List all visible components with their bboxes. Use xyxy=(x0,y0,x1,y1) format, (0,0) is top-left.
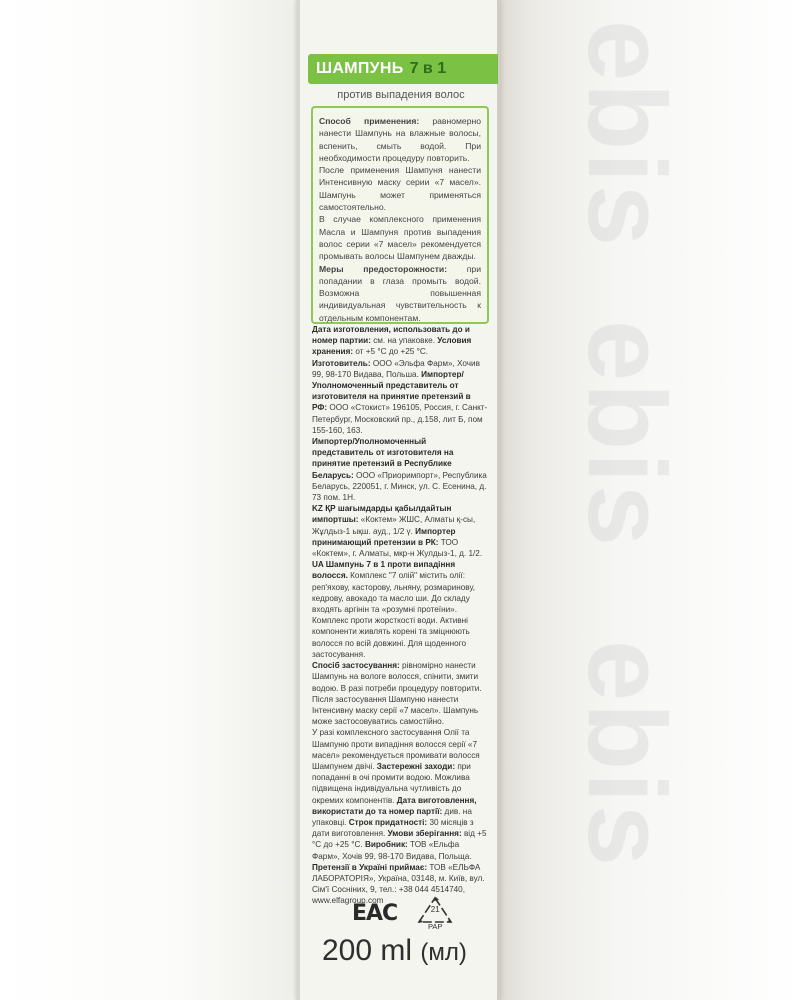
ua-description-paragraph: UA Шампунь 7 в 1 проти випадіння волосся. Комплекс "7 олій" містить олії: реп'яхову, касторову, льняну, розмаринову, кедрову, авокадо та масло ши. До складу входять аргінін та «розумні протеїни». Комплекс проти жорсткості води. Активні компоненти живлять корені та зміцнюють волосся по всій довжині. Для щоденного застосування. xyxy=(312,560,476,659)
volume-main: 200 ml xyxy=(322,934,413,967)
product-title-bar xyxy=(308,54,498,84)
product-subtitle: против выпадения волос xyxy=(337,89,465,101)
ua-usage-paragraph: Спосіб застосування: рівномірно нанести Шампунь на вологе волосся, спінити, змити водою. В разі потреби процедуру повторити. Після застосування Шампуню нанести Інтенсивну маску серії «7 масел». Шампунь може застосовуватись самостійно. xyxy=(312,661,482,727)
usage-paragraph: В случае комплексного применения Масла и Шампуня против выпадения волос серии «7 масел» рекомендуется промывать волосы Шампунем дважды. xyxy=(319,214,481,262)
manufacturer-paragraph: Изготовитель: ООО «Эльфа Фарм», Хочив 99, 98-170 Видава, Польша. Импортер/Уполномоченный представитель от изготовителя на принятие претензий в РФ: ООО «Стокист» 196105, Россия, г. Санкт-Петербург, Московский пр., д.158, лит Б, пом 155-160, 163. xyxy=(312,358,488,435)
belarus-importer-paragraph: Импортер/Уполномоченный представитель от изготовителя на принятие претензий в Республике Беларусь: ООО «Приоримпорт», Республика Беларусь, 220051, г. Минск, ул. С. Есенина, д. 73 пом. 1Н. xyxy=(312,437,487,503)
background-left xyxy=(0,0,300,1000)
product-title-accent: 7 в 1 xyxy=(409,60,447,77)
volume-alt: (мл) xyxy=(420,939,467,966)
usage-instructions-box xyxy=(311,106,489,324)
recycle-code: PAP xyxy=(427,922,443,931)
legal-info-text xyxy=(312,324,488,907)
watermark: ebis xyxy=(565,640,688,869)
eac-mark-icon: EAC xyxy=(352,900,398,926)
watermark: ebis xyxy=(565,320,688,549)
precautions-paragraph: Меры предосторожности: при попадании в глаза промыть водой. Возможна повышенная индивидуальная чувствительность к отдельным компонентам. xyxy=(319,263,481,323)
info-paragraph: Дата изготовления, использовать до и номер партии: см. на упаковке. Условия хранения: от +5 °С до +25 °С. xyxy=(312,325,472,357)
recycle-number: 21 xyxy=(430,905,440,914)
volume-label xyxy=(322,934,492,968)
product-title: ШАМПУНЬ xyxy=(316,60,404,77)
usage-label: Способ применения: xyxy=(319,116,420,126)
usage-instructions-text xyxy=(319,115,481,324)
panel-fold-right xyxy=(497,0,500,1000)
certification-marks xyxy=(352,896,472,930)
precautions-label: Меры предосторожности: xyxy=(319,263,448,274)
ua-info-paragraph: У разі комплексного застосування Олії та Шампуню проти випадіння волосся серії «7 масел» рекомендується промивати волосся Шампунем двічі. Застережні заходи: при попаданні в очі промити водою. Можлива підвищена індивідуальна чутливість до окремих компонентів. Дата виготовлення, використати до та номер партії: див. на упаковці. Строк придатності: 30 місяців з дати виготовлення. Умови зберігання: від +5 °С до +25 °С. Виробник: ТОВ «Ельфа Фарм», Хочів 99, 98-170 Видава, Польща. xyxy=(312,728,487,861)
usage-paragraph: Способ применения: равномерно нанести Шампунь на влажные волосы, вспенить, смыть водой. При необходимости процедуру повторить. xyxy=(319,116,481,163)
panel-fold-left xyxy=(297,0,300,1000)
usage-paragraph: После применения Шампуня нанести Интенсивную маску серии «7 масел». Шампунь может применяться самостоятельно. xyxy=(319,165,481,213)
recycle-icon xyxy=(415,896,455,930)
kz-importer-paragraph: KZ ҚР шағымдарды қабылдайтын импортшы: «Коктем» ЖШС, Алматы қ-сы, Жұлдыз-1 ықш. ауд., 1/2 ү. Импортер принимающий претензии в РК: ТОО «Коктем», г. Алматы, мкр-н Жулдыз-1, д. 1/2. xyxy=(312,504,483,559)
ua-claims-paragraph: Претензії в Україні приймає: ТОВ «ЕЛЬФА ЛАБОРАТОРІЯ», Україна, 03148, м. Київ, вул. Сім'ї Сосніних, 9, тел.: +38 044 4514740, www.elfagroup.com xyxy=(312,862,485,906)
watermark: ebis xyxy=(565,20,688,249)
